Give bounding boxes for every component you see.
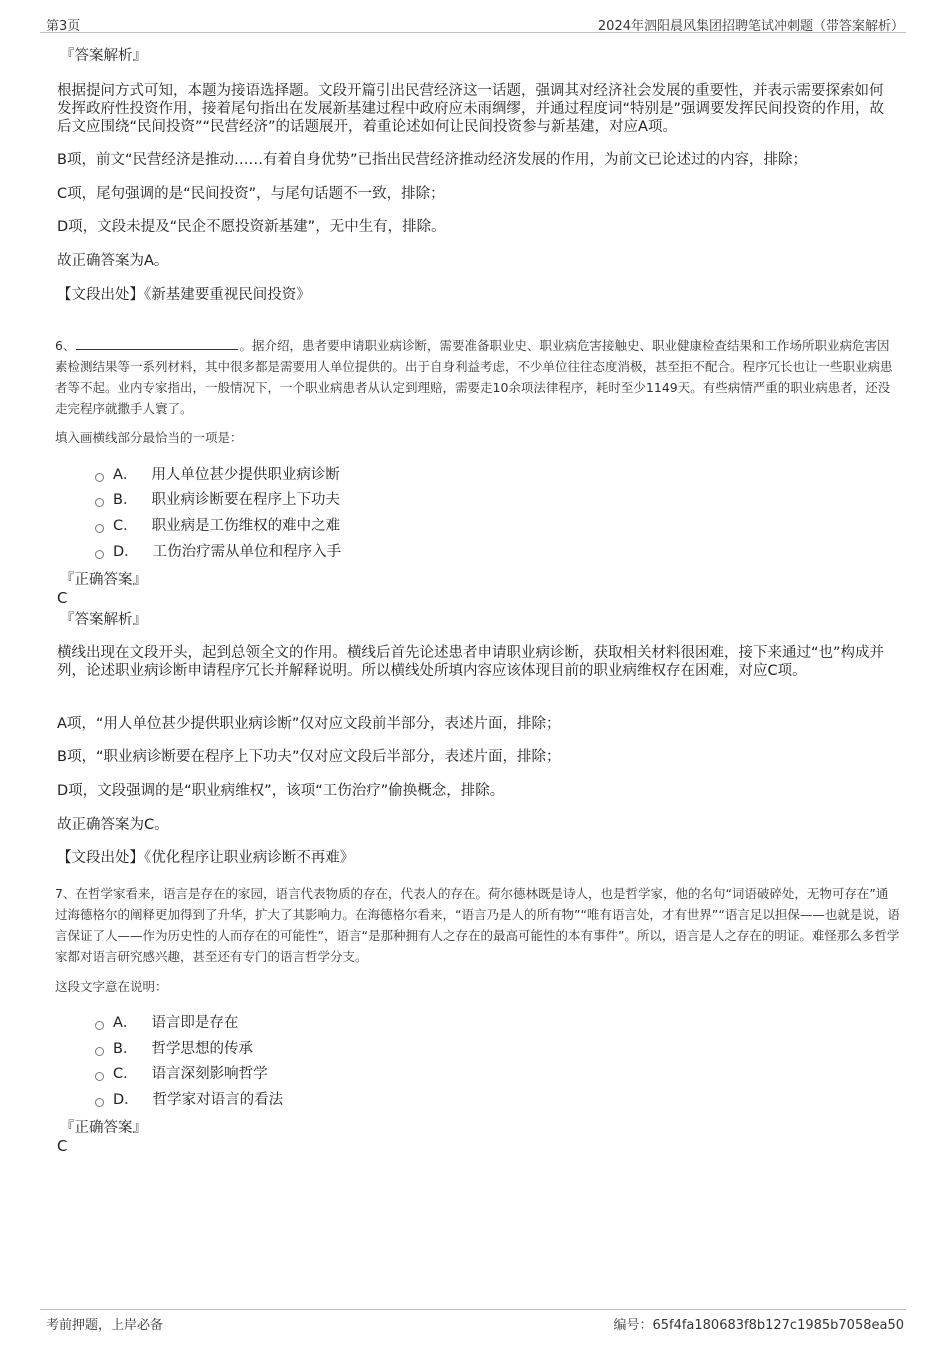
q6-stem (55, 335, 900, 419)
footer-slogan: 考前押题，上岸必备 (46, 1318, 164, 1333)
radio-icon[interactable] (95, 1047, 104, 1056)
q6-stem-text: 。据介绍，患者要申请职业病诊断，需要准备职业史、职业病危害接触史、职业健康检查结果和工作场所职业病危害因素检测结果等一系列材料，其中很多都是需要用人单位提供的。出于自身利益考虑，不少单位往往态度消极，甚至拒不配合。程序冗长也让一些职业病患者等不起。业内专家指出，一般情况下，一个职业病患者从认定到理赔，需要走10余项法律程序，耗时至少1149天。有些病情严重的职业病患者，还没走完程序就撒手人寰了。 (55, 338, 893, 416)
fill-blank (76, 338, 238, 350)
radio-icon[interactable] (95, 1021, 104, 1030)
q7-option-a[interactable]: A． 语言即是存在 (95, 1014, 238, 1032)
q6-option-d[interactable]: D． 工伤治疗需从单位和程序入手 (95, 543, 341, 561)
q6-source: 【文段出处】《优化程序让职业病诊断不再难》 (57, 850, 355, 866)
q5-item-b: B项，前文“民营经济是推动……有着自身优势”已指出民营经济推动经济发展的作用，为前文已论述过的内容，排除； (57, 152, 807, 168)
q5-item-d: D项，文段未提及“民企不愿投资新基建”，无中生有，排除。 (57, 219, 446, 235)
q6-conclusion: 故正确答案为C。 (57, 817, 169, 833)
q5-source: 【文段出处】《新基建要重视民间投资》 (57, 287, 311, 303)
footer-code-label: 编号： (613, 1318, 653, 1333)
radio-icon[interactable] (95, 1098, 104, 1107)
q7-answer: C (57, 1137, 68, 1155)
radio-icon[interactable] (95, 550, 104, 559)
q6-item-a: A项，“用人单位甚少提供职业病诊断”仅对应文段前半部分，表述片面，排除； (57, 716, 561, 732)
page-number: 第3页 (46, 19, 81, 34)
q7-option-b[interactable]: B． 哲学思想的传承 (95, 1040, 253, 1058)
q5-analysis-paragraph: 根据提问方式可知，本题为接语选择题。文段开篇引出民营经济这一话题，强调其对经济社会发展的重要性，并表示需要探索如何发挥政府性投资作用，接着尾句指出在发展新基建过程中政府应未雨绸缪，并通过程度词“特别是”强调要发挥民间投资的作用，故后文应围绕“民间投资”“民营经济”的话题展开，着重论述如何让民间投资参与新基建，对应A项。 (57, 83, 885, 135)
q7-answer-heading: 『正确答案』 (60, 1120, 147, 1136)
q7-option-d[interactable]: D． 哲学家对语言的看法 (95, 1091, 283, 1109)
q6-number: 6、 (55, 338, 76, 353)
q6-option-b[interactable]: B． 职业病诊断要在程序上下功夫 (95, 491, 340, 509)
q6-analysis-heading: 『答案解析』 (60, 612, 147, 628)
radio-icon[interactable] (95, 524, 104, 533)
radio-icon[interactable] (95, 498, 104, 507)
radio-icon[interactable] (95, 473, 104, 482)
q6-option-a[interactable]: A． 用人单位甚少提供职业病诊断 (95, 466, 340, 484)
q5-item-c: C项，尾句强调的是“民间投资”，与尾句话题不一致，排除； (57, 186, 445, 202)
q6-question: 填入画横线部分最恰当的一项是： (55, 430, 243, 445)
q6-item-b: B项，“职业病诊断要在程序上下功夫”仅对应文段后半部分，表述片面，排除； (57, 749, 561, 765)
q5-conclusion: 故正确答案为A。 (57, 253, 169, 269)
radio-icon[interactable] (95, 1072, 104, 1081)
q7-stem: 7、在哲学家看来，语言是存在的家园，语言代表物质的存在，代表人的存在。荷尔德林既是诗人，也是哲学家，他的名句“词语破碎处，无物可存在”通过海德格尔的阐释更加得到了升华，扩大了其影响力。在海德格尔看来，“语言乃是人的所有物”“唯有语言处，才有世界”“语言足以担保——也就是说，语言保证了人——作为历史性的人而存在的可能性”，语言“是那种拥有人之存在的最高可能性的本有事件”。所以，语言是人之存在的明证。难怪那么多哲学家都对语言研究感兴趣，甚至还有专门的语言哲学分支。 (55, 886, 900, 964)
q7-question: 这段文字意在说明： (55, 979, 168, 994)
q5-analysis-heading: 『答案解析』 (60, 48, 147, 64)
footer-code-value: 65f4fa180683f8b127c1985b7058ea50 (652, 1318, 904, 1333)
q6-option-c[interactable]: C． 职业病是工伤维权的难中之难 (95, 517, 340, 535)
q6-analysis-paragraph: 横线出现在文段开头，起到总领全文的作用。横线后首先论述患者申请职业病诊断，获取相关材料很困难，接下来通过“也”构成并列，论述职业病诊断申请程序冗长并解释说明。所以横线处所填内容应该体现目前的职业病维权存在困难，对应C项。 (57, 645, 885, 679)
footer-code (613, 1314, 904, 1333)
q6-item-d: D项，文段强调的是“职业病维权”，该项“工伤治疗”偷换概念，排除。 (57, 783, 505, 799)
header-divider (40, 32, 906, 33)
q6-answer: C (57, 589, 68, 607)
q6-answer-heading: 『正确答案』 (60, 572, 147, 588)
document-title: 2024年泗阳晨风集团招聘笔试冲刺题（带答案解析） (597, 19, 904, 34)
footer-divider (40, 1309, 906, 1310)
q7-option-c[interactable]: C． 语言深刻影响哲学 (95, 1065, 268, 1083)
